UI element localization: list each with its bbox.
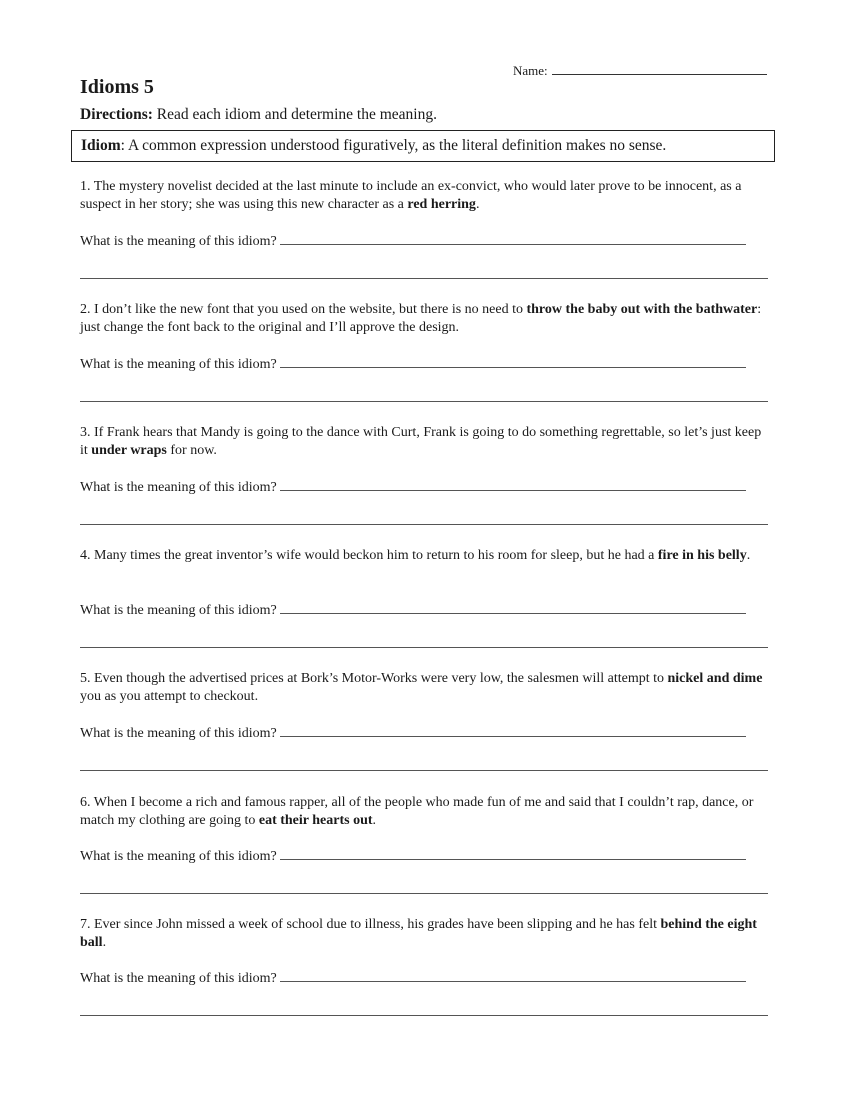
name-field[interactable] bbox=[513, 62, 767, 79]
answer-prompt-7 bbox=[80, 969, 746, 987]
answer-line[interactable] bbox=[280, 355, 746, 368]
idiom-phrase: eat their hearts out bbox=[258, 813, 373, 828]
answer-line-continued[interactable] bbox=[80, 893, 768, 894]
idiom-phrase: nickel and dime bbox=[667, 671, 763, 686]
question-1 bbox=[80, 178, 770, 214]
idiom-phrase: throw the baby out with the bathwater bbox=[526, 302, 758, 317]
question-2 bbox=[80, 301, 770, 337]
question-7 bbox=[80, 916, 770, 952]
answer-prompt-5 bbox=[80, 724, 746, 742]
answer-prompt-6 bbox=[80, 847, 746, 865]
answer-line[interactable] bbox=[280, 478, 746, 491]
answer-line[interactable] bbox=[280, 969, 746, 982]
answer-line[interactable] bbox=[280, 724, 746, 737]
question-text-end: . bbox=[475, 197, 480, 212]
answer-line[interactable] bbox=[280, 601, 746, 614]
directions bbox=[80, 106, 437, 124]
answer-prompt-1 bbox=[80, 232, 746, 250]
question-text-end: . bbox=[372, 813, 377, 828]
name-blank-line[interactable] bbox=[552, 62, 767, 75]
answer-prompt-3 bbox=[80, 478, 746, 496]
answer-line[interactable] bbox=[280, 232, 746, 245]
answer-line-continued[interactable] bbox=[80, 524, 768, 525]
idiom-phrase: behind the eight ball bbox=[80, 917, 757, 950]
answer-prompt-4 bbox=[80, 601, 746, 619]
answer-line-continued[interactable] bbox=[80, 647, 768, 648]
question-6 bbox=[80, 794, 770, 830]
question-text-end: . bbox=[746, 548, 751, 563]
prompt-label: What is the meaning of this idiom? bbox=[80, 480, 277, 495]
question-text: 6. When I become a rich and famous rapper, all of the people who made fun of me and said that I couldn’t rap, dance, or match my clothing are going to bbox=[80, 795, 754, 828]
question-3 bbox=[80, 424, 770, 460]
question-text: 5. Even though the advertised prices at Bork’s Motor-Works were very low, the salesmen will attempt to bbox=[80, 671, 668, 686]
prompt-label: What is the meaning of this idiom? bbox=[80, 849, 277, 864]
idiom-phrase: red herring bbox=[407, 197, 476, 212]
question-text: 7. Ever since John missed a week of school due to illness, his grades have been slipping and he has felt bbox=[80, 917, 661, 932]
answer-line[interactable] bbox=[280, 847, 746, 860]
prompt-label: What is the meaning of this idiom? bbox=[80, 726, 277, 741]
answer-line-continued[interactable] bbox=[80, 770, 768, 771]
question-text-end: : just change the font back to the original and I’ll approve the design. bbox=[80, 302, 762, 335]
question-text-end: you as you attempt to checkout. bbox=[80, 689, 259, 704]
question-4 bbox=[80, 547, 770, 565]
question-text: 1. The mystery novelist decided at the last minute to include an ex-convict, who would later prove to be innocent, as a suspect in her story; she was using this new character as a bbox=[80, 179, 742, 212]
idiom-phrase: fire in his belly bbox=[657, 548, 747, 563]
directions-text: Read each idiom and determine the meaning. bbox=[156, 106, 437, 123]
idiom-phrase: under wraps bbox=[91, 443, 167, 458]
name-label: Name: bbox=[513, 63, 548, 78]
question-5 bbox=[80, 670, 770, 706]
answer-line-continued[interactable] bbox=[80, 401, 768, 402]
idiom-definition-box bbox=[71, 130, 775, 162]
definition-term: Idiom bbox=[81, 137, 121, 154]
prompt-label: What is the meaning of this idiom? bbox=[80, 234, 277, 249]
answer-prompt-2 bbox=[80, 355, 746, 373]
question-text: 2. I don’t like the new font that you used on the website, but there is no need to bbox=[80, 302, 527, 317]
question-text-end: . bbox=[102, 935, 107, 950]
prompt-label: What is the meaning of this idiom? bbox=[80, 971, 277, 986]
directions-label: Directions: bbox=[80, 106, 153, 123]
question-text: 4. Many times the great inventor’s wife would beckon him to return to his room for sleep, but he had a bbox=[80, 548, 658, 563]
prompt-label: What is the meaning of this idiom? bbox=[80, 357, 277, 372]
question-text-end: for now. bbox=[166, 443, 217, 458]
question-text: 3. If Frank hears that Mandy is going to the dance with Curt, Frank is going to do something regrettable, so let’s just keep it bbox=[80, 425, 762, 458]
answer-line-continued[interactable] bbox=[80, 1015, 768, 1016]
prompt-label: What is the meaning of this idiom? bbox=[80, 603, 277, 618]
definition-text: : A common expression understood figuratively, as the literal definition makes no sense. bbox=[120, 137, 667, 154]
answer-line-continued[interactable] bbox=[80, 278, 768, 279]
worksheet-title: Idioms 5 bbox=[80, 76, 154, 98]
